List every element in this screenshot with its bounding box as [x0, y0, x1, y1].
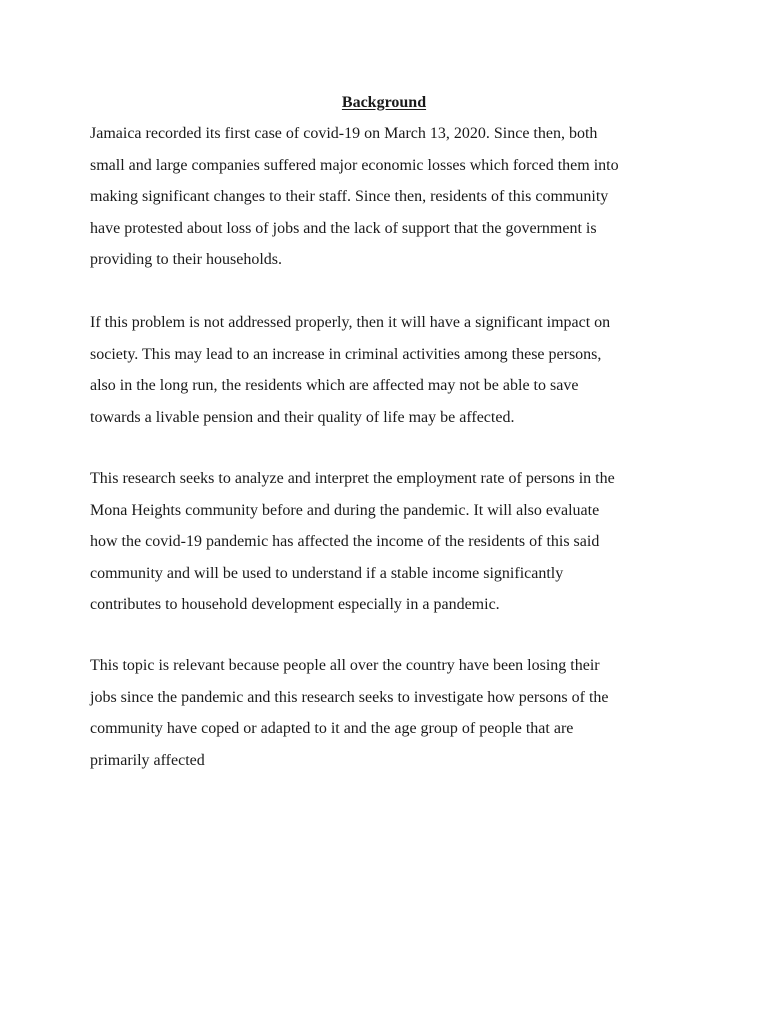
text-line: small and large companies suffered major economic losses which forced them into	[90, 156, 619, 174]
paragraph-research-aim	[90, 463, 690, 621]
text-line: towards a livable pension and their quality of life may be affected.	[90, 408, 515, 426]
text-line: also in the long run, the residents which are affected may not be able to save	[90, 377, 579, 394]
paragraph-societal-impact	[90, 307, 690, 433]
text-line: primarily affected	[90, 751, 205, 769]
text-line: If this problem is not addressed properly, then it will have a significant impact on	[90, 314, 611, 331]
section-heading: Background	[341, 94, 427, 111]
text-line: Jamaica recorded its first case of covid-19 on March 13, 2020. Since then, both	[90, 125, 598, 142]
text-line: contributes to household development especially in a pandemic.	[90, 596, 500, 613]
paragraph-relevance	[90, 650, 690, 776]
text-line: Mona Heights community before and during the pandemic. It will also evaluate	[90, 501, 600, 519]
text-line: have protested about loss of jobs and the lack of support that the government is	[90, 219, 597, 237]
text-line: how the covid-19 pandemic has affected the income of the residents of this said	[90, 533, 600, 550]
text-line: community and will be used to understand if a stable income significantly	[90, 564, 564, 582]
text-line: community have coped or adapted to it and the age group of people that are	[90, 720, 574, 737]
text-line: This topic is relevant because people all over the country have been losing their	[90, 657, 600, 674]
text-line: society. This may lead to an increase in criminal activities among these persons,	[90, 345, 602, 363]
text-line: providing to their households.	[90, 251, 282, 268]
text-line: jobs since the pandemic and this research seeks to investigate how persons of the	[90, 688, 609, 706]
paragraph-covid-impact	[90, 118, 690, 276]
text-line: This research seeks to analyze and interpret the employment rate of persons in the	[90, 470, 615, 487]
text-line: making significant changes to their staff. Since then, residents of this community	[90, 188, 609, 205]
